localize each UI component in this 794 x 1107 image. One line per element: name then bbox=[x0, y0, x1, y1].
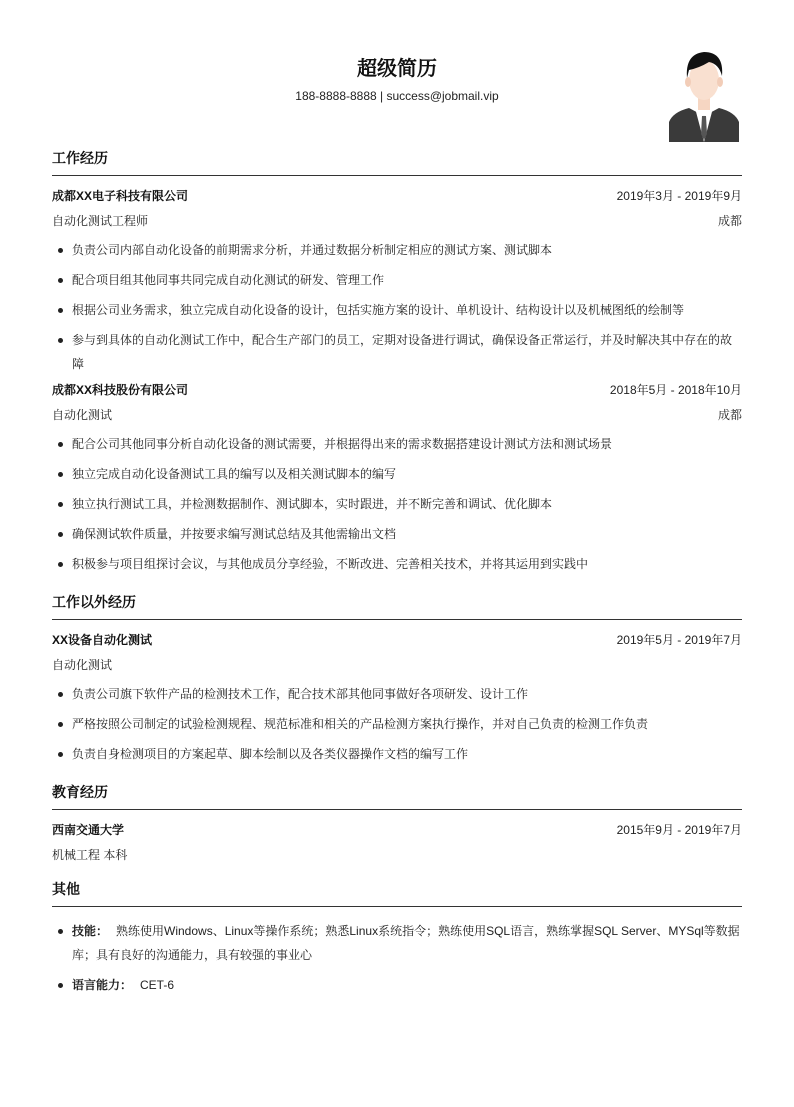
project-role: 自动化测试 bbox=[52, 658, 113, 672]
section-title-education: 教育经历 bbox=[52, 784, 742, 810]
list-item: 负责自身检测项目的方案起草、脚本绘制以及各类仪器操作文档的编写工作 bbox=[52, 742, 742, 766]
education-entry bbox=[52, 822, 742, 863]
section-title-other: 其他 bbox=[52, 881, 742, 907]
bullet-list bbox=[52, 682, 742, 766]
extra-entry-subheader bbox=[52, 657, 742, 673]
job-location: 成都 bbox=[717, 408, 742, 422]
list-item: 独立完成自动化设备测试工具的编写以及相关测试脚本的编写 bbox=[52, 462, 742, 486]
work-section bbox=[52, 150, 742, 576]
date-range: 2018年5月 - 2018年10月 bbox=[609, 383, 742, 397]
list-item: 配合公司其他同事分析自动化设备的测试需要，并根据得出来的需求数据搭建设计测试方法和测试场景 bbox=[52, 432, 742, 456]
education-entry-header bbox=[52, 822, 742, 838]
avatar bbox=[669, 46, 739, 142]
language-text: CET-6 bbox=[140, 978, 175, 992]
extra-section bbox=[52, 594, 742, 766]
list-item: 负责公司内部自动化设备的前期需求分析，并通过数据分析制定相应的测试方案、测试脚本 bbox=[52, 238, 742, 262]
company-name: 成都XX科技股份有限公司 bbox=[52, 383, 189, 397]
list-item: 参与到具体的自动化测试工作中，配合生产部门的员工，定期对设备进行调试，确保设备正常运行，并及时解决其中存在的故障 bbox=[52, 328, 742, 376]
work-entry bbox=[52, 382, 742, 576]
language-label: 语言能力： bbox=[72, 978, 133, 992]
other-section bbox=[52, 881, 742, 997]
list-item: 积极参与项目组探讨会议，与其他成员分享经验，不断改进、完善相关技术，并将其运用到实践中 bbox=[52, 552, 742, 576]
list-item bbox=[52, 919, 742, 967]
contact-info: 188-8888-8888 | success@jobmail.vip bbox=[295, 89, 499, 103]
list-item: 根据公司业务需求，独立完成自动化设备的设计，包括实施方案的设计、单机设计、结构设计以及机械图纸的绘制等 bbox=[52, 298, 742, 322]
school-name: 西南交通大学 bbox=[52, 823, 125, 837]
project-name: XX设备自动化测试 bbox=[52, 633, 153, 647]
bullet-list bbox=[52, 919, 742, 997]
job-role: 自动化测试工程师 bbox=[52, 214, 149, 228]
list-item: 确保测试软件质量，并按要求编写测试总结及其他需输出文档 bbox=[52, 522, 742, 546]
work-entry-subheader bbox=[52, 213, 742, 229]
resume-header bbox=[52, 0, 742, 150]
section-title-work: 工作经历 bbox=[52, 150, 742, 176]
skills-label: 技能： bbox=[72, 924, 109, 938]
date-range: 2019年3月 - 2019年9月 bbox=[616, 189, 742, 203]
skills-text: 熟练使用Windows、Linux等操作系统；熟悉Linux系统指令；熟练使用SQL语言，熟练掌握SQL Server、MYSql等数据库；具有良好的沟通能力，具有较强的事业心 bbox=[72, 924, 740, 962]
list-item: 负责公司旗下软件产品的检测技术工作，配合技术部其他同事做好各项研发、设计工作 bbox=[52, 682, 742, 706]
bullet-list bbox=[52, 432, 742, 576]
resume-page bbox=[52, 0, 742, 1015]
work-entry-header bbox=[52, 382, 742, 398]
list-item: 配合项目组其他同事共同完成自动化测试的研发、管理工作 bbox=[52, 268, 742, 292]
date-range: 2015年9月 - 2019年7月 bbox=[616, 823, 742, 837]
section-title-extra: 工作以外经历 bbox=[52, 594, 742, 620]
extra-entry-header bbox=[52, 632, 742, 648]
list-item bbox=[52, 973, 742, 997]
job-role: 自动化测试 bbox=[52, 408, 113, 422]
major-degree: 机械工程 本科 bbox=[52, 848, 128, 862]
date-range: 2019年5月 - 2019年7月 bbox=[616, 633, 742, 647]
job-location: 成都 bbox=[717, 214, 742, 228]
extra-entry bbox=[52, 632, 742, 766]
work-entry-subheader bbox=[52, 407, 742, 423]
company-name: 成都XX电子科技有限公司 bbox=[52, 189, 189, 203]
candidate-name: 超级简历 bbox=[357, 58, 437, 80]
education-entry-subheader bbox=[52, 847, 742, 863]
bullet-list bbox=[52, 238, 742, 376]
education-section bbox=[52, 784, 742, 863]
list-item: 独立执行测试工具，并检测数据制作、测试脚本，实时跟进，并不断完善和调试、优化脚本 bbox=[52, 492, 742, 516]
list-item: 严格按照公司制定的试验检测规程、规范标准和相关的产品检测方案执行操作，并对自己负责的检测工作负责 bbox=[52, 712, 742, 736]
work-entry bbox=[52, 188, 742, 376]
work-entry-header bbox=[52, 188, 742, 204]
